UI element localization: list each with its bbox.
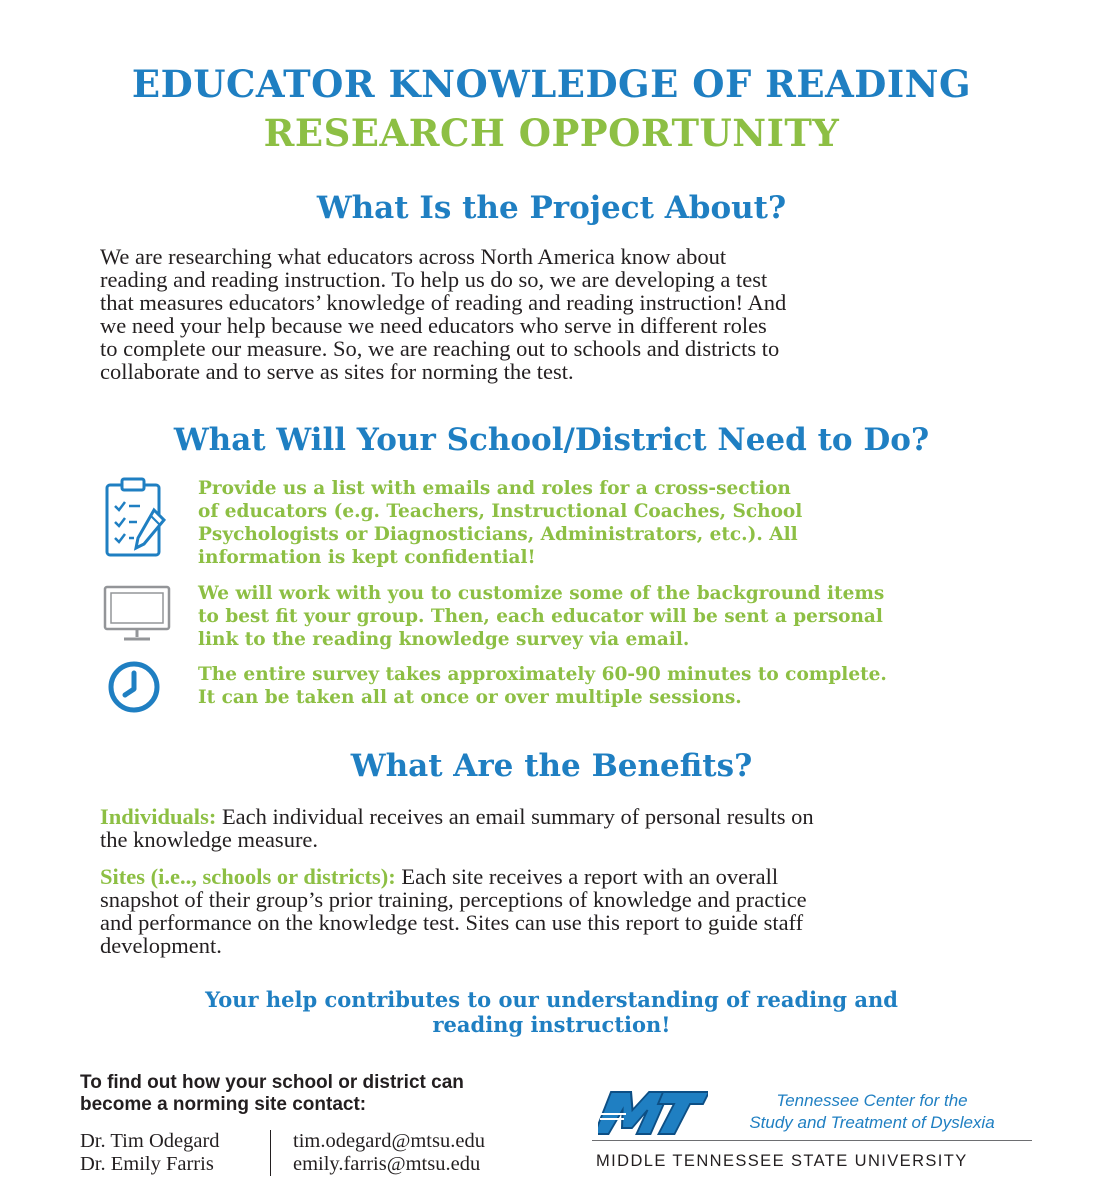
benefit-sites xyxy=(100,865,1005,957)
mtsu-mt-logo-icon xyxy=(598,1088,708,1140)
benefit-text: snapshot of their group’s prior training, perceptions of knowledge and practice xyxy=(100,887,807,912)
about-line: to complete our measure. So, we are reaching out to schools and districts to xyxy=(100,336,780,361)
closing-line: Your help contributes to our understanding of reading and xyxy=(205,987,898,1012)
contact-name: Dr. Emily Farris xyxy=(80,1153,214,1175)
benefits-heading: What Are the Benefits? xyxy=(350,748,753,784)
benefit-text: and performance on the knowledge test. Sites can use this report to guide staff xyxy=(100,910,804,935)
contact-email[interactable]: tim.odegard@mtsu.edu xyxy=(293,1130,485,1152)
contact-divider xyxy=(270,1153,287,1176)
benefit-text: Each individual receives an email summary of personal results on xyxy=(216,804,814,829)
step-line: It can be taken all at once or over multiple sessions. xyxy=(198,687,742,708)
logo-divider xyxy=(592,1140,1032,1141)
contact-heading-line: To find out how your school or district can xyxy=(80,1072,464,1093)
step-duration xyxy=(198,663,1008,709)
closing-line: reading instruction! xyxy=(432,1012,671,1037)
benefit-text: development. xyxy=(100,933,222,958)
clock-icon xyxy=(107,660,161,714)
about-heading: What Is the Project About? xyxy=(316,190,787,226)
university-name: MIDDLE TENNESSEE STATE UNIVERSITY xyxy=(596,1152,968,1170)
about-line: collaborate and to serve as sites for norming the test. xyxy=(100,359,574,384)
contact-row xyxy=(80,1130,485,1153)
benefit-individuals xyxy=(100,805,1005,851)
dyslexia-center-name xyxy=(712,1090,1032,1134)
step-line: of educators (e.g. Teachers, Instructional Coaches, School xyxy=(198,501,803,522)
step-line: We will work with you to customize some of the background items xyxy=(198,583,885,604)
about-line: that measures educators’ knowledge of reading and reading instruction! And xyxy=(100,290,787,315)
center-name-line: Tennessee Center for the xyxy=(776,1091,968,1110)
computer-monitor-icon xyxy=(102,584,172,644)
about-line: we need your help because we need educators who serve in different roles xyxy=(100,313,767,338)
about-paragraph xyxy=(100,245,1000,383)
title-line-1: EDUCATOR KNOWLEDGE OF READING xyxy=(131,62,972,106)
step-customize xyxy=(198,582,1008,651)
about-line: reading and reading instruction. To help us do so, we are developing a test xyxy=(100,267,768,292)
benefit-text: Each site receives a report with an overall xyxy=(395,864,779,889)
closing-message xyxy=(0,987,1103,1037)
benefit-label: Individuals: xyxy=(100,804,217,829)
step-line: link to the reading knowledge survey via email. xyxy=(198,629,690,650)
contact-list xyxy=(80,1130,485,1176)
title-line-2: RESEARCH OPPORTUNITY xyxy=(263,111,840,155)
step-provide-list xyxy=(198,477,1008,569)
contact-name: Dr. Tim Odegard xyxy=(80,1130,220,1152)
center-name-line: Study and Treatment of Dyslexia xyxy=(749,1113,995,1132)
benefit-label: Sites (i.e.., schools or districts): xyxy=(100,864,396,889)
step-line: The entire survey takes approximately 60-90 minutes to complete. xyxy=(198,664,887,685)
step-line: Provide us a list with emails and roles for a cross-section xyxy=(198,478,791,499)
step-line: information is kept confidential! xyxy=(198,547,536,568)
contact-heading xyxy=(80,1072,580,1116)
contact-row xyxy=(80,1153,485,1176)
clipboard-checklist-icon xyxy=(104,476,168,560)
contact-heading-line: become a norming site contact: xyxy=(80,1094,367,1115)
step-line: to best fit your group. Then, each educator will be sent a personal xyxy=(198,606,883,627)
needs-heading: What Will Your School/District Need to Do? xyxy=(173,422,930,458)
step-line: Psychologists or Diagnosticians, Administrators, etc.). All xyxy=(198,524,798,545)
about-line: We are researching what educators across North America know about xyxy=(100,244,727,269)
contact-email[interactable]: emily.farris@mtsu.edu xyxy=(293,1153,481,1175)
benefit-text: the knowledge measure. xyxy=(100,827,319,852)
contact-divider xyxy=(270,1130,287,1153)
